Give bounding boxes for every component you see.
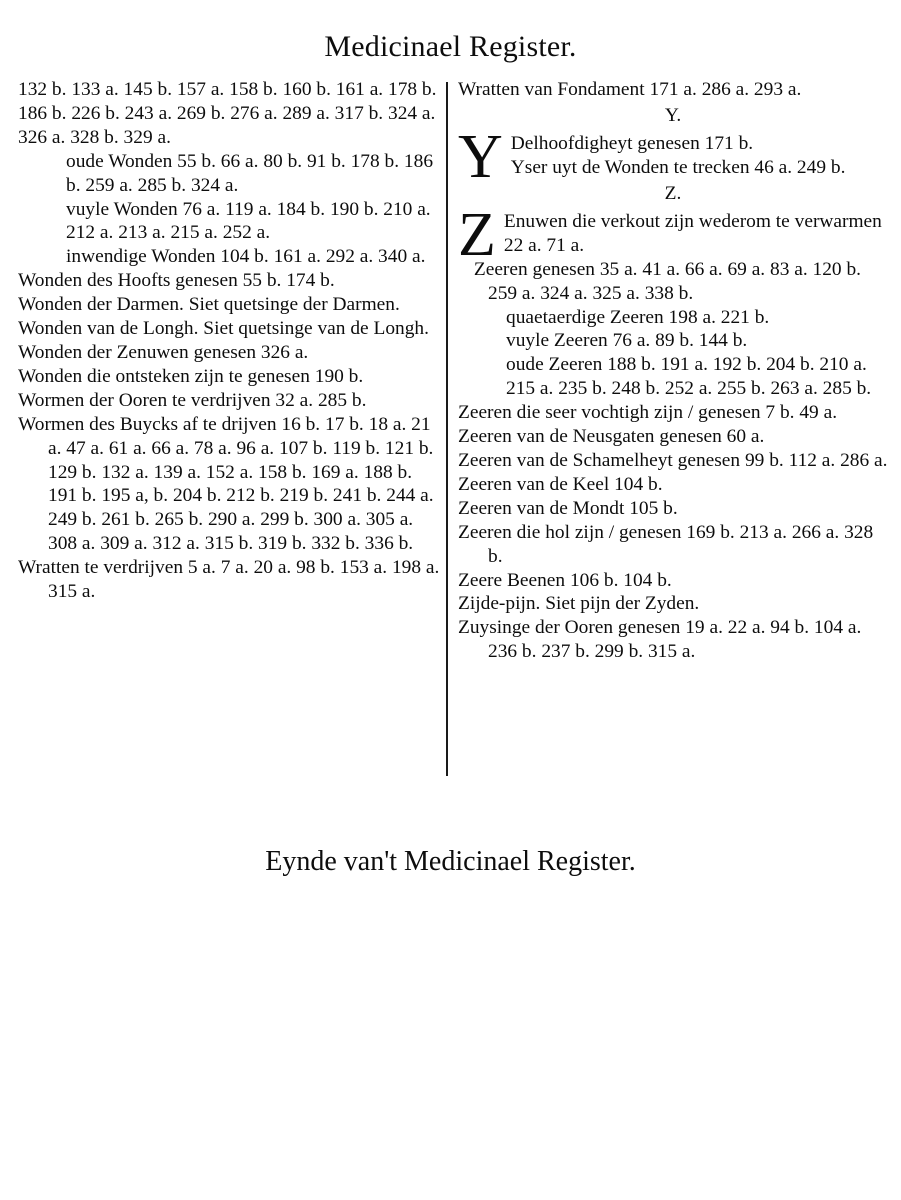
section-y-block <box>458 122 888 191</box>
register-entry: Wormen des Buycks af te drijven 16 b. 17 b. 18 a. 21 a. 47 a. 61 a. 66 a. 78 a. 96 a. 107 b. 119 b. 121 b. 129 b. 132 a. 139 a. 152 a. 158 b. 169 a. 188 b. 191 b. 195 a, b. 204 b. 212 b. 219 b. 241 b. 244 a. 249 b. 261 b. 265 b. 290 a. 299 b. 300 a. 305 a. 308 a. 309 a. 312 a. 315 b. 319 b. 332 b. 336 b. <box>18 413 434 555</box>
register-entry: Zeeren van de Neusgaten genesen 60 a. <box>458 426 765 448</box>
register-entry: Delhoofdigheyt genesen 171 b. <box>510 132 754 154</box>
register-entry: Zuysinge der Ooren genesen 19 a. 22 a. 94 b. 104 a. 236 b. 237 b. 299 b. 315 a. <box>458 617 862 663</box>
column-divider <box>446 82 448 776</box>
register-entry: Zeeren van de Mondt 105 b. <box>458 497 678 519</box>
page-title: Medicinael Register. <box>324 30 577 63</box>
section-z-block <box>458 200 888 269</box>
right-column <box>458 78 888 664</box>
drop-cap-z: Z <box>458 200 496 269</box>
register-entry: Wonden des Hoofts genesen 55 b. 174 b. <box>18 270 335 292</box>
register-entry: oude Zeeren 188 b. 191 a. 192 b. 204 b. 210 a. 215 a. 235 b. 248 b. 252 a. 255 b. 263 a. 285 b. <box>506 354 872 400</box>
section-heading-z: Z. <box>664 182 682 204</box>
register-entry: Enuwen die verkout zijn wederom te verwarmen 22 a. 71 a. <box>503 210 882 256</box>
register-entry: vuyle Wonden 76 a. 119 a. 184 b. 190 b. 210 a. 212 a. 213 a. 215 a. 252 a. <box>66 198 431 244</box>
drop-cap-y: Y <box>458 122 503 191</box>
left-column <box>18 78 442 604</box>
register-entry: Wonden der Zenuwen genesen 326 a. <box>18 341 309 363</box>
section-heading-y: Y. <box>664 104 682 126</box>
register-entry: Wonden der Darmen. Siet quetsinge der Darmen. <box>18 294 400 316</box>
register-entry: Wonden die ontsteken zijn te genesen 190 b. <box>18 365 364 387</box>
register-entry: Zijde-pijn. Siet pijn der Zyden. <box>458 593 700 615</box>
register-entry: Wonden van de Longh. Siet quetsinge van de Longh. <box>18 318 429 340</box>
register-entry: quaetaerdige Zeeren 198 a. 221 b. <box>506 306 770 328</box>
register-entry: Wormen der Ooren te verdrijven 32 a. 285 b. <box>18 389 367 411</box>
register-entry: Zeeren die hol zijn / genesen 169 b. 213 a. 266 a. 328 b. <box>458 521 874 567</box>
register-entry: Zeeren van de Keel 104 b. <box>458 473 663 495</box>
register-entry: Yser uyt de Wonden te trecken 46 a. 249 b. <box>510 156 846 178</box>
register-entry: 132 b. 133 a. 145 b. 157 a. 158 b. 160 b. 161 a. 178 b. 186 b. 226 b. 243 a. 269 b. 276 a. 289 a. 317 b. 324 a. 326 a. 328 b. 329 a. <box>18 79 437 148</box>
register-entry: Wratten te verdrijven 5 a. 7 a. 20 a. 98 b. 153 a. 198 a. 315 a. <box>18 557 440 603</box>
end-of-register-text: Eynde van't Medicinael Register. <box>265 846 636 877</box>
register-entry: Zeeren die seer vochtigh zijn / genesen 7 b. 49 a. <box>458 402 838 424</box>
register-entry: Zeeren van de Schamelheyt genesen 99 b. 112 a. 286 a. <box>458 449 888 471</box>
register-entry: Wratten van Fondament 171 a. 286 a. 293 a. <box>458 79 802 100</box>
register-entry: vuyle Zeeren 76 a. 89 b. 144 b. <box>506 330 748 352</box>
register-entry: inwendige Wonden 104 b. 161 a. 292 a. 340 a. <box>66 246 426 268</box>
register-entry: oude Wonden 55 b. 66 a. 80 b. 91 b. 178 b. 186 b. 259 a. 285 b. 324 a. <box>66 150 434 196</box>
register-entry: Zeere Beenen 106 b. 104 b. <box>458 569 672 591</box>
register-entry: Zeeren genesen 35 a. 41 a. 66 a. 69 a. 83 a. 120 b. 259 a. 324 a. 325 a. 338 b. <box>473 258 862 304</box>
